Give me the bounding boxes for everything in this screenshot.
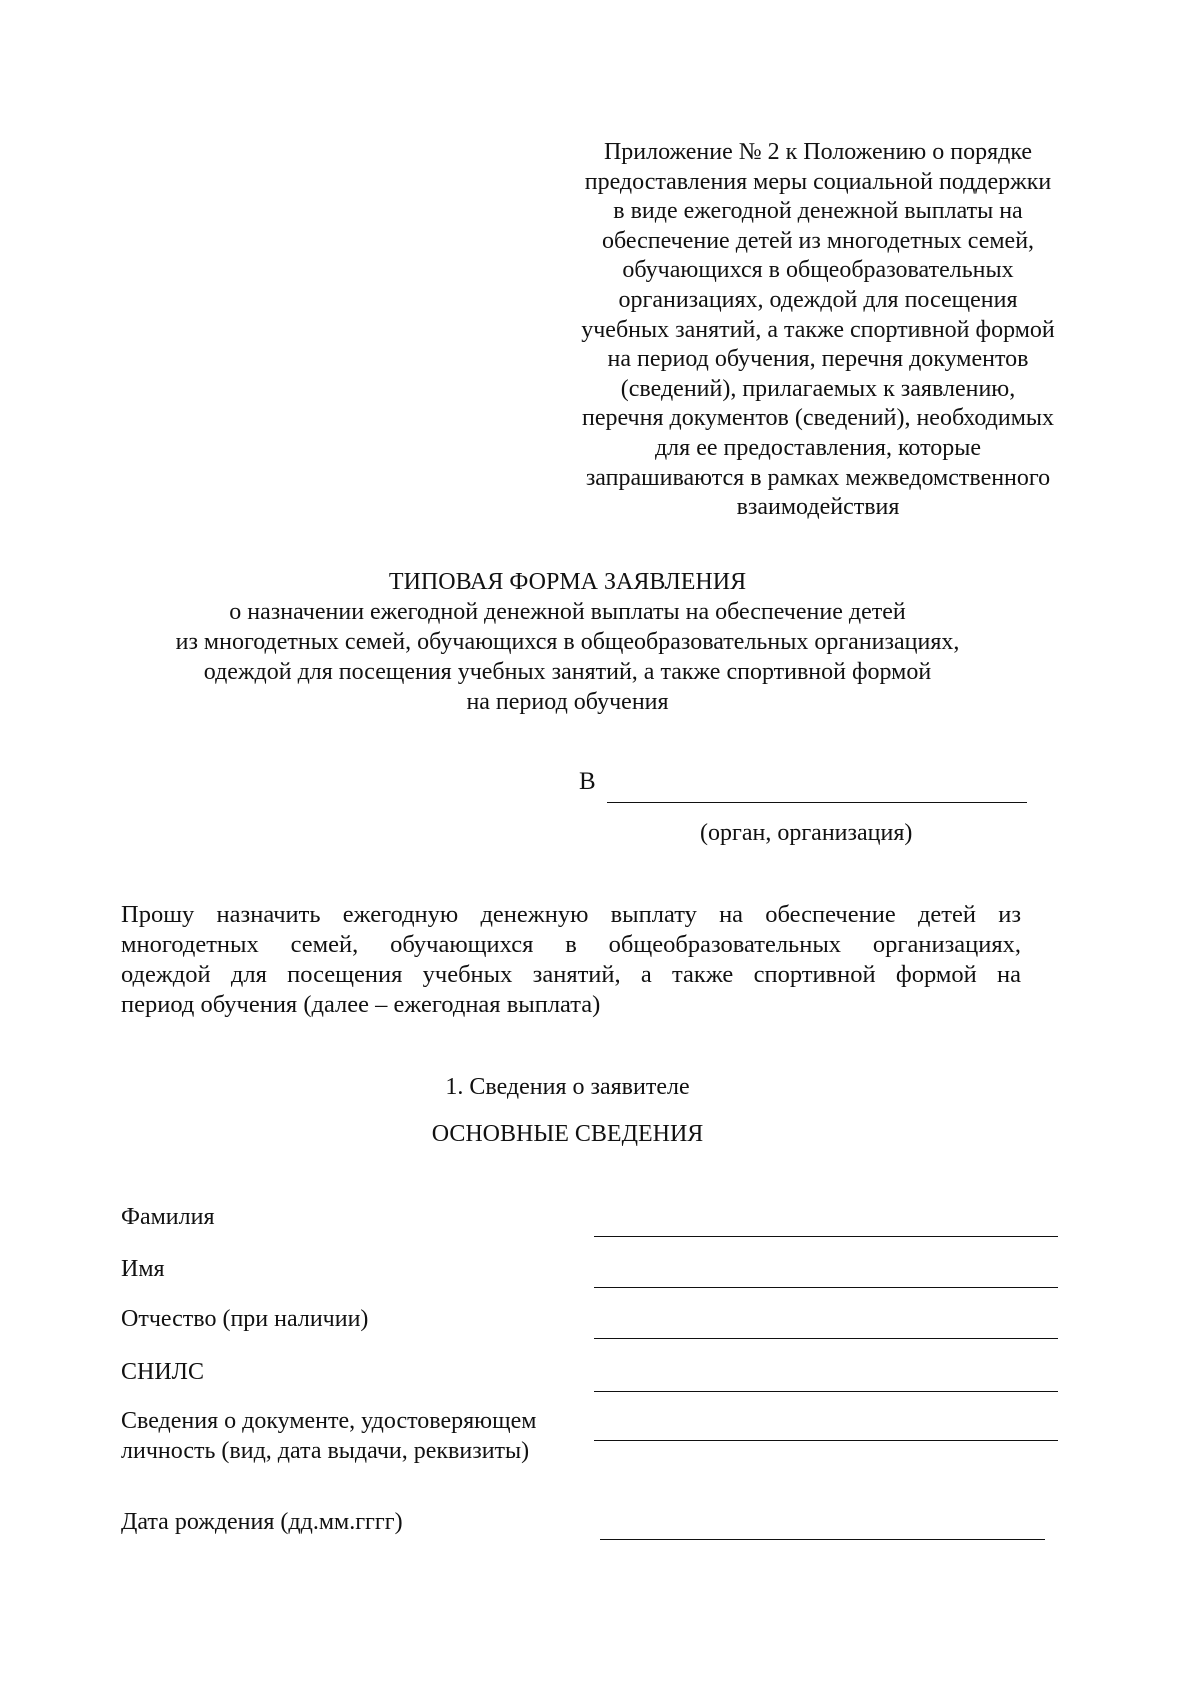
appendix-line: для ее предоставления, которые <box>654 434 982 461</box>
snils-label-text: СНИЛС <box>121 1359 204 1385</box>
appendix-line: обеспечение детей из многодетных семей, <box>601 227 1035 254</box>
section-title: 1. Сведения о заявителе <box>445 1074 690 1100</box>
appendix-line: учебных занятий, а также спортивной формой <box>581 316 1055 343</box>
appendix-line: в виде ежегодной денежной выплаты на <box>613 198 1023 225</box>
appendix-line: запрашиваются в рамках межведомственного <box>585 464 1051 491</box>
appendix-line: на период обучения, перечня документов <box>607 346 1029 373</box>
patronymic-label-text: Отчество (при наличии) <box>121 1306 369 1332</box>
appendix-line: перечня документов (сведений), необходимых <box>581 405 1055 432</box>
recipient-field[interactable] <box>607 802 1027 803</box>
surname-field[interactable] <box>594 1236 1058 1237</box>
appendix-line: взаимодействия <box>736 494 900 521</box>
appendix-line: обучающихся в общеобразовательных <box>622 257 1014 284</box>
form-title-line: на период обучения <box>466 689 669 715</box>
name-label <box>121 1255 165 1285</box>
appendix-line: (сведений), прилагаемых к заявлению, <box>620 375 1016 402</box>
request-line: Прошу назначить ежегодную денежную выплату на обеспечение детей из <box>121 901 1021 928</box>
name-label-text: Имя <box>121 1256 165 1282</box>
appendix-header <box>548 138 1088 523</box>
section-subtitle: ОСНОВНЫЕ СВЕДЕНИЯ <box>431 1121 704 1147</box>
id-document-label-line: Сведения о документе, удостоверяющем <box>121 1408 537 1434</box>
request-line: период обучения (далее – ежегодная выплата) <box>121 991 601 1018</box>
surname-label-text: Фамилия <box>121 1204 215 1230</box>
patronymic-field[interactable] <box>594 1338 1058 1339</box>
form-title-heading: ТИПОВАЯ ФОРМА ЗАЯВЛЕНИЯ <box>388 569 747 595</box>
form-title-line: одеждой для посещения учебных занятий, а также спортивной формой <box>203 659 932 685</box>
birth-date-label <box>121 1508 403 1538</box>
id-document-label <box>121 1407 536 1466</box>
form-title-line: о назначении ежегодной денежной выплаты на обеспечение детей <box>229 599 906 625</box>
snils-label <box>121 1358 204 1388</box>
request-line: многодетных семей, обучающихся в общеобразовательных организациях, <box>121 931 1021 958</box>
birth-date-field[interactable] <box>600 1539 1045 1540</box>
snils-field[interactable] <box>594 1391 1058 1392</box>
form-title <box>100 567 1035 717</box>
request-paragraph <box>121 900 1021 1020</box>
id-document-field[interactable] <box>594 1440 1058 1441</box>
surname-label <box>121 1203 215 1233</box>
appendix-line: Приложение № 2 к Положению о порядке <box>603 139 1033 165</box>
appendix-line: предоставления меры социальной поддержки <box>584 168 1052 195</box>
name-field[interactable] <box>594 1287 1058 1288</box>
form-title-line: из многодетных семей, обучающихся в общеобразовательных организациях, <box>175 629 960 655</box>
appendix-line: организациях, одеждой для посещения <box>618 286 1018 313</box>
id-document-label-line: личность (вид, дата выдачи, реквизиты) <box>121 1437 530 1464</box>
recipient-prefix: В <box>579 768 596 795</box>
request-line: одеждой для посещения учебных занятий, а также спортивной формой на <box>121 961 1021 988</box>
patronymic-label <box>121 1305 368 1335</box>
recipient-caption: (орган, организация) <box>700 820 913 846</box>
birth-date-label-text: Дата рождения (дд.мм.гггг) <box>121 1509 403 1535</box>
